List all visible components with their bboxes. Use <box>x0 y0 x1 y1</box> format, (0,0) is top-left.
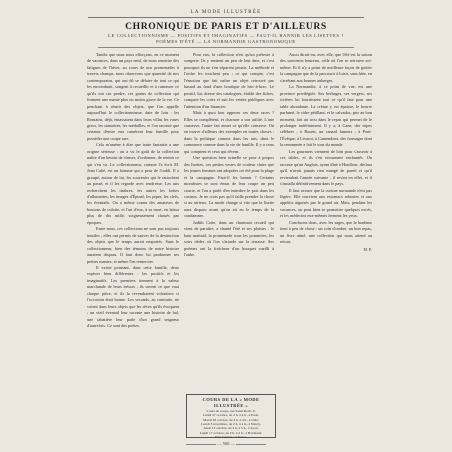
announcement-line: Lundi 17 octobre, de 2 h. à 4 h., à Bordeaux. <box>199 430 263 435</box>
paragraph: Il existe pourtant, dans cette famille, deux espèces bien différentes : les positifs et les imaginatifs. Les premiers tiennent à la valeur marchande de leurs trésors ; ils savent ce que vaut chaque pièce, et ils la revendraient volontiers si l'occasion était bonne. Les seconds, au contraire, ne voient dans leurs objets que les rêves qu'ils évoquent ; un vieil éventail leur raconte une histoire de bal, une tabatière leur parle d'un grand seigneur d'autrefois. Ce sont des poètes. <box>87 264 179 329</box>
paragraph: Entre nous, ces collections ne sont pas toujours inutiles ; elles ont permis de sauver de la destruction des objets que le temps aurait emportés. Sans le collectionneur, bien des témoins de notre histoire auraient disparu. Il faut donc lui pardonner ses petites manies, et même l'en remercier. <box>87 226 179 264</box>
running-header: LA MODE ILLUSTRÉE <box>190 10 262 15</box>
author-signature: H. P. <box>363 246 372 252</box>
article-subtitle-line-2: POÈMES D'ÉTÉ — LA NORMANDIE GASTRONOMIQUE <box>156 39 296 44</box>
paragraph: Les gourmets viennent de loin pour s'asseoir à ces tables, et ils s'en retournent enchantés. On raconte qu'un Anglais, ayant dîné à Honfleur, déclara qu'il n'avait jamais rien mangé de pareil et qu'il reviendrait l'année suivante ; il revint en effet, et il s'installa définitivement dans le pays. <box>280 148 372 187</box>
announcement-line: Mardi 28 octobre, de 2 h. à 4 h., à Lille. <box>203 417 259 422</box>
header-rule <box>88 17 364 18</box>
paragraph: Mais à quoi bon opposer ces deux races ? Elles se complètent, et chacune a son utilité. L'une conserve, l'autre fait aimer ce qu'elle conserve. On en trouve d'ailleurs des exemples en toutes choses : dans la politique comme dans les arts, dans le commerce comme dans la vie de famille. Il y a ceux qui comptent et ceux qui rêvent. <box>184 110 274 154</box>
article-subtitle-line-1: LE COLLECTIONNISME — POSITIFS ET IMAGINATIFS — FAUT-IL BANNIR LES LISETTES ? <box>108 33 344 38</box>
paragraph: Une question bien actuelle se pose à propos des lisettes, ces petites vestes de couleur claire que les jeunes femmes ont adoptées cet été pour la plage et la campagne. Faut-il les bannir ? Certains moralistes se sont émus de leur coupe un peu courte, et l'on a parlé d'en interdire le port dans les casinos. Je ne crois pas qu'il faille prendre la chose si au sérieux. La mode change si vite que la lisette aura disparu avant qu'on ait eu le temps de la condamner. <box>184 155 274 219</box>
announcement-line: Prix d'entrée : 2 francs. <box>214 435 248 440</box>
paragraph: Il faut avouer que la cuisine normande n'est pas légère. Elle convient aux estomacs robustes et aux appétits aiguisés par le grand air. Mais, pendant les vacances, on peut bien se permettre quelques excès, et les médecins eux-mêmes ferment les yeux. <box>280 187 372 219</box>
announcement-line: Cours de coupe, rue Saint-Roch, 9. <box>206 409 256 413</box>
paragraph: La Normandie, à ce point de vue, est une province privilégiée. Ses herbages, ses vergers, ses rivières lui fournissent tout ce qu'il faut pour une table abondante. La crème y est épaisse, le beurre parfumé, le cidre pétillant, et le calvados, pris au bon moment, fait un trou dans le repas qui permet de le prolonger indéfiniment. Il y a, à Caen, des tripes célèbres ; à Rouen, un canard fameux ; à Pont-l'Évêque, à Livarot, à Camembert, des fromages dont la renommée a fait le tour du monde. <box>280 84 372 148</box>
text-column-2 <box>184 52 274 391</box>
paragraph: Tandis que nous nous efforçons, en ce moment de vacances, dans un pays neuf, de nous remettre des fatigues de l'hiver, au cours de nos promenades à travers champs, nous observons que quantité de nos contemporains, qui ont dû se défaire de tout ce qui les encombrait, songent à recueillir et à ramasser ce qu'ils ont cru perdre, ces grains de collection qui forment une manie plus ou moins grave de la vie. Ce penchant à réunir des objets, que l'on appelle aujourd'hui le collectionnisme, date de loin : les Romains, déjà, entassaient dans leurs villas les vases grecs, les statuettes, les médailles, et l'on raconte que certains d'entre eux ruinèrent leur famille pour posséder une coupe rare. <box>87 52 179 141</box>
announcement-line: Lundi 27 octobre, de 2 h. à 4 h., à Paris. <box>203 413 259 418</box>
page-number: — 560 — <box>217 441 235 446</box>
paragraph: Concluons donc, avec les sages, que le bonheur tient à peu de chose : un coin d'ombre, un bon repas, un livre aimé, une collection qui nous attend au retour. <box>280 219 372 245</box>
paragraph: Cela m'amène à dire que toute fantaisie a une origine sérieuse ; on a vu le goût de la collection naître d'un besoin de classer, d'ordonner, de retenir ce qui s'en va. Le collectionneur, comme l'a écrit M. Jean Cabé, est un homme qui a peur de l'oubli. Il a groupé, autour de lui, les souvenirs qui le rattachent au passé, et il les regarde avec tendresse. Les uns recherchent les timbres, les autres les boîtes d'allumettes, les images d'Épinal, les pipes, les clefs, les éventails. On a même connu des amateurs de boutons de culotte, et l'un d'eux, à sa mort, en laissa plus de dix mille, soigneusement classés par époques. <box>87 142 179 225</box>
course-announcement-box <box>186 394 276 438</box>
paragraph: Aussi dirait-on, avec elle, que l'été est la saison des souvenirs heureux, celle où l'on se retrouve soi-même. Et il n'y a point de meilleure façon de goûter la campagne que de la parcourir à loisir, sans hâte, en s'arrêtant aux bonnes auberges. <box>280 52 372 83</box>
paragraph: Judith Cotte, dans un charmant recueil qui vient de paraître, a chanté l'été et ses plaisirs : le bain matinal, la promenade sous les pommiers, les soirs tièdes où l'on s'attarde sur la terrasse. Ses poèmes ont la fraîcheur d'un bouquet cueilli à l'aube. <box>184 219 274 258</box>
footer-rule-right <box>236 444 266 445</box>
announcement-line: Lundi 3 novembre, de 2 h. à 4 h., à Nancy. <box>201 422 261 427</box>
text-column-3 <box>280 52 372 417</box>
paragraph: Pour eux, la collection n'est qu'un prétexte à songerie. Ils y mettent un peu de leur âme, et c'est pourquoi ils ne s'en séparent jamais. La méthode et l'ordre les touchent peu ; ce qui compte, c'est l'émotion que fait naître un objet retrouvé par hasard au fond d'une boutique de bric-à-brac. Le positif, lui, dresse des catalogues, établit des fiches, compare les cotes et suit les ventes publiques avec l'attention d'un financier. <box>184 52 274 109</box>
announcement-line: Jeudi 13 octobre, de 2 h. à 5 h., à Lyon. <box>203 426 259 431</box>
title-rule <box>98 47 354 48</box>
text-column-1 <box>87 52 179 417</box>
article-title: CHRONIQUE DE PARIS ET D'AILLEURS <box>125 21 327 32</box>
announcement-title: COURS DE LA « MODE ILLUSTRÉE » <box>202 397 260 408</box>
